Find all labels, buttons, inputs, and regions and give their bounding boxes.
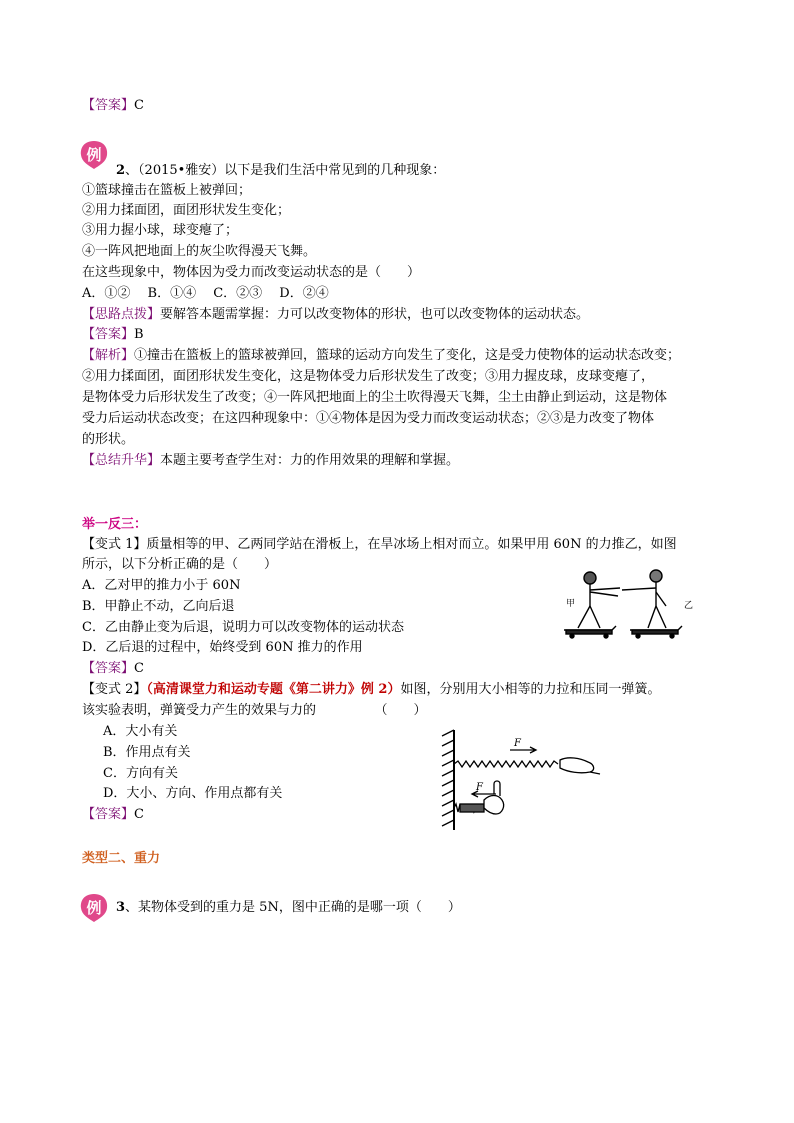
example2-number: 2 [116,163,126,178]
answer-line [82,96,144,116]
variant2-line2: 该实验表明，弹簧受力产生的效果与力的 （ ） [82,703,427,718]
variant2-option-d: D．大小、方向、作用点都有关 [103,786,283,801]
variant2-tag: 【变式 2】 [82,682,147,697]
answer-value: C [134,98,144,113]
example2-item-3: ③用力握小球，球变瘪了； [82,223,239,238]
variant1-option-d: D．乙后退的过程中，始终受到 60N 推力的作用 [82,640,363,655]
example2-analysis-2: ②用力揉面团，面团形状发生变化，这是物体受力后形状发生了改变；③用力握皮球，皮球变瘪了， [82,369,655,384]
force-label-top: F [514,738,521,749]
variant1-tag: 【变式 1】 [82,537,147,552]
summary-tag: 【总结升华】 [82,453,161,468]
variant1-line2: 所示，以下分析正确的是（ ） [82,557,278,572]
example3-number: 3 [116,900,126,915]
variant2-answer [82,805,144,825]
answer-tag: 【答案】 [82,98,135,113]
example2-analysis-5: 的形状。 [82,432,135,447]
example2-item-4: ④一阵风把地面上的灰尘吹得漫天飞舞。 [82,244,317,259]
answer-value: B [134,327,144,342]
variant1-answer [82,659,144,679]
section-heading: 类型二、重力 [82,851,161,866]
analysis-text: ①撞击在篮板上的篮球被弹回，篮球的运动方向发生了变化，这是受力使物体的运动状态改变； [134,348,681,363]
example2-analysis-4: 受力后运动状态改变；在这四种现象中：①④物体是因为受力而改变运动状态；②③是力改变了物体 [82,411,655,426]
answer-tag: 【答案】 [82,807,135,822]
analysis-tag: 【解析】 [82,348,135,363]
variant2-option-a: A．大小有关 [103,724,178,739]
example2-question: 在这些现象中，物体因为受力而改变运动状态的是（ ） [82,265,421,280]
label-jia: 甲 [566,599,576,609]
example3-text: 、某物体受到的重力是 5N，图中正确的是哪一项（ ） [125,900,461,915]
answer-tag: 【答案】 [82,327,135,342]
example2-answer [82,325,144,345]
variant1-option-c: C．乙由静止变为后退，说明力可以改变物体的运动状态 [82,620,404,635]
variant1-option-a: A．乙对甲的推力小于 60N [82,578,241,593]
label-yi: 乙 [684,601,694,611]
variant2-source: （高清课堂力和运动专题《第二讲力》例 2） [146,682,401,697]
example3-line [116,898,461,918]
variant1-text: 质量相等的甲、乙两同学站在滑板上，在旱冰场上相对而立。如果甲用 60N 的力推乙，如图 [146,537,677,552]
example2-hint [82,305,589,325]
example2-options: A．①② B．①④ C．②③ D．②④ [82,286,329,301]
variant2-text: 如图，分别用大小相等的力拉和压同一弹簧。 [400,682,661,697]
example2-summary [82,451,459,471]
variant2-option-b: B．作用点有关 [103,745,191,760]
example2-analysis-3: 是物体受力后形状发生了改变；④一阵风把地面上的尘土吹得漫天飞舞，尘土由静止到运动，这是物体 [82,390,668,405]
variant1-line1 [82,535,677,555]
answer-value: C [134,661,144,676]
answer-value: C [134,807,144,822]
badge-label: 例 [86,146,102,164]
example-badge-icon [80,893,108,923]
example2-intro [116,161,445,181]
force-label-bottom: F [476,782,483,793]
variant2-line1 [82,680,661,700]
variant1-option-b: B．甲静止不动，乙向后退 [82,599,235,614]
example2-analysis-1 [82,346,680,366]
hint-tag: 【思路点拨】 [82,307,161,322]
summary-text: 本题主要考查学生对：力的作用效果的理解和掌握。 [160,453,460,468]
example2-intro-text: 、（2015•雅安）以下是我们生活中常见到的几种现象： [125,163,446,178]
example2-item-1: ①篮球撞击在篮板上被弹回； [82,183,252,198]
skaters-figure [560,566,710,646]
answer-tag: 【答案】 [82,661,135,676]
spring-figure [440,728,610,832]
variant2-option-c: C．方向有关 [103,766,178,781]
practice-heading: 举一反三： [82,517,148,532]
hint-text: 要解答本题需掌握：力可以改变物体的形状，也可以改变物体的运动状态。 [160,307,590,322]
badge-label: 例 [86,899,102,917]
example-badge-icon [80,140,108,170]
example2-item-2: ②用力揉面团，面团形状发生变化； [82,203,291,218]
